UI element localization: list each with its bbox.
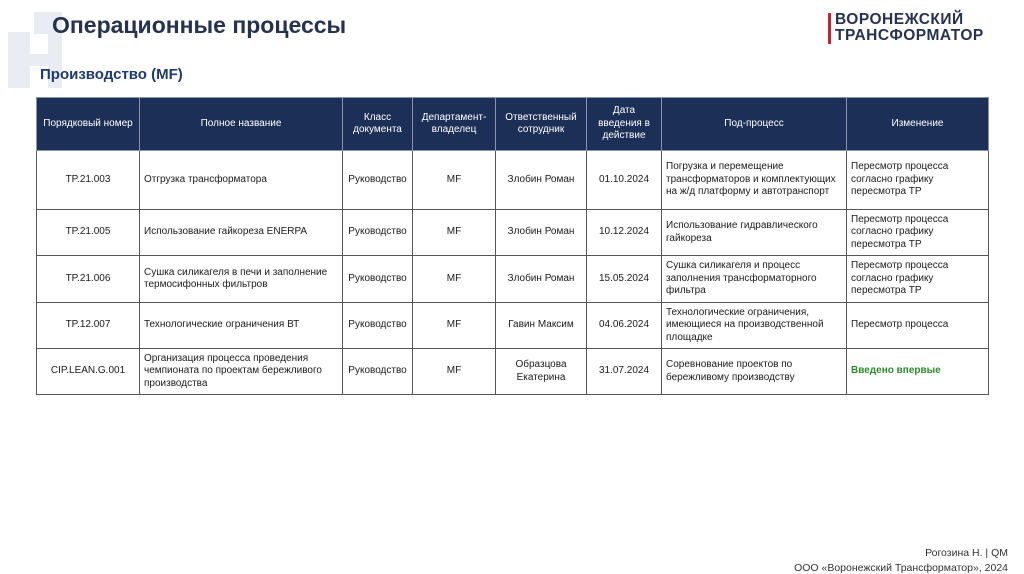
col-header-date: Дата введения в действие <box>587 98 662 151</box>
cell-name: Организация процесса проведения чемпионата по проектам бережливого производства <box>140 349 343 395</box>
cell-change: Пересмотр процесса согласно графику пересмотра ТР <box>847 256 989 303</box>
col-header-name: Полное название <box>140 98 343 151</box>
cell-subprocess: Использование гидравлического гайкореза <box>662 210 847 256</box>
cell-name: Использование гайкореза ENERPA <box>140 210 343 256</box>
cell-doc-class: Руководство <box>343 151 413 210</box>
cell-department: MF <box>413 256 496 303</box>
table-row <box>37 151 989 210</box>
cell-number: TP.12.007 <box>37 303 140 349</box>
table-row <box>37 349 989 395</box>
cell-date: 10.12.2024 <box>587 210 662 256</box>
col-header-department: Департамент-владелец <box>413 98 496 151</box>
col-header-doc-class: Класс документа <box>343 98 413 151</box>
cell-responsible: Злобин Роман <box>496 256 587 303</box>
cell-doc-class: Руководство <box>343 349 413 395</box>
cell-department: MF <box>413 303 496 349</box>
col-header-change: Изменение <box>847 98 989 151</box>
col-header-number: Порядковый номер <box>37 98 140 151</box>
section-subtitle: Производство (MF) <box>40 66 183 83</box>
cell-doc-class: Руководство <box>343 303 413 349</box>
cell-responsible: Злобин Роман <box>496 151 587 210</box>
cell-date: 01.10.2024 <box>587 151 662 210</box>
cell-department: MF <box>413 151 496 210</box>
cell-change: Пересмотр процесса согласно графику пересмотра ТР <box>847 210 989 256</box>
company-logo <box>828 11 1008 47</box>
table-row <box>37 303 989 349</box>
table-header-row <box>37 98 989 151</box>
footer-author: Рогозина Н. | QM <box>925 547 1008 559</box>
logo-line-2: ТРАНСФОРМАТОР <box>835 27 984 44</box>
cell-date: 04.06.2024 <box>587 303 662 349</box>
cell-subprocess: Технологические ограничения, имеющиеся на производственной площадке <box>662 303 847 349</box>
cell-name: Отгрузка трансформатора <box>140 151 343 210</box>
cell-number: TP.21.005 <box>37 210 140 256</box>
cell-change-new: Введено впервые <box>847 349 989 395</box>
cell-subprocess: Погрузка и перемещение трансформаторов и комплектующих на ж/д платформу и автотранспорт <box>662 151 847 210</box>
cell-doc-class: Руководство <box>343 210 413 256</box>
cell-date: 15.05.2024 <box>587 256 662 303</box>
cell-responsible: Образцова Екатерина <box>496 349 587 395</box>
cell-responsible: Злобин Роман <box>496 210 587 256</box>
table-row <box>37 256 989 303</box>
cell-change: Пересмотр процесса согласно графику пересмотра ТР <box>847 151 989 210</box>
cell-responsible: Гавин Максим <box>496 303 587 349</box>
col-header-subprocess: Под-процесс <box>662 98 847 151</box>
cell-date: 31.07.2024 <box>587 349 662 395</box>
cell-doc-class: Руководство <box>343 256 413 303</box>
cell-change: Пересмотр процесса <box>847 303 989 349</box>
cell-department: MF <box>413 210 496 256</box>
col-header-responsible: Ответственный сотрудник <box>496 98 587 151</box>
cell-name: Технологические ограничения ВТ <box>140 303 343 349</box>
process-table <box>36 97 989 395</box>
cell-subprocess: Сушка силикагеля и процесс заполнения трансформаторного фильтра <box>662 256 847 303</box>
cell-number: TP.21.006 <box>37 256 140 303</box>
cell-subprocess: Соревнование проектов по бережливому производству <box>662 349 847 395</box>
logo-accent-bar <box>828 13 831 44</box>
cell-number: TP.21.003 <box>37 151 140 210</box>
page-title: Операционные процессы <box>52 12 347 38</box>
logo-line-1: ВОРОНЕЖСКИЙ <box>835 11 964 28</box>
table-row <box>37 210 989 256</box>
cell-department: MF <box>413 349 496 395</box>
cell-name: Сушка силикагеля в печи и заполнение термосифонных фильтров <box>140 256 343 303</box>
cell-number: CIP.LEAN.G.001 <box>37 349 140 395</box>
footer-company: ООО «Воронежский Трансформатор», 2024 <box>794 562 1008 574</box>
